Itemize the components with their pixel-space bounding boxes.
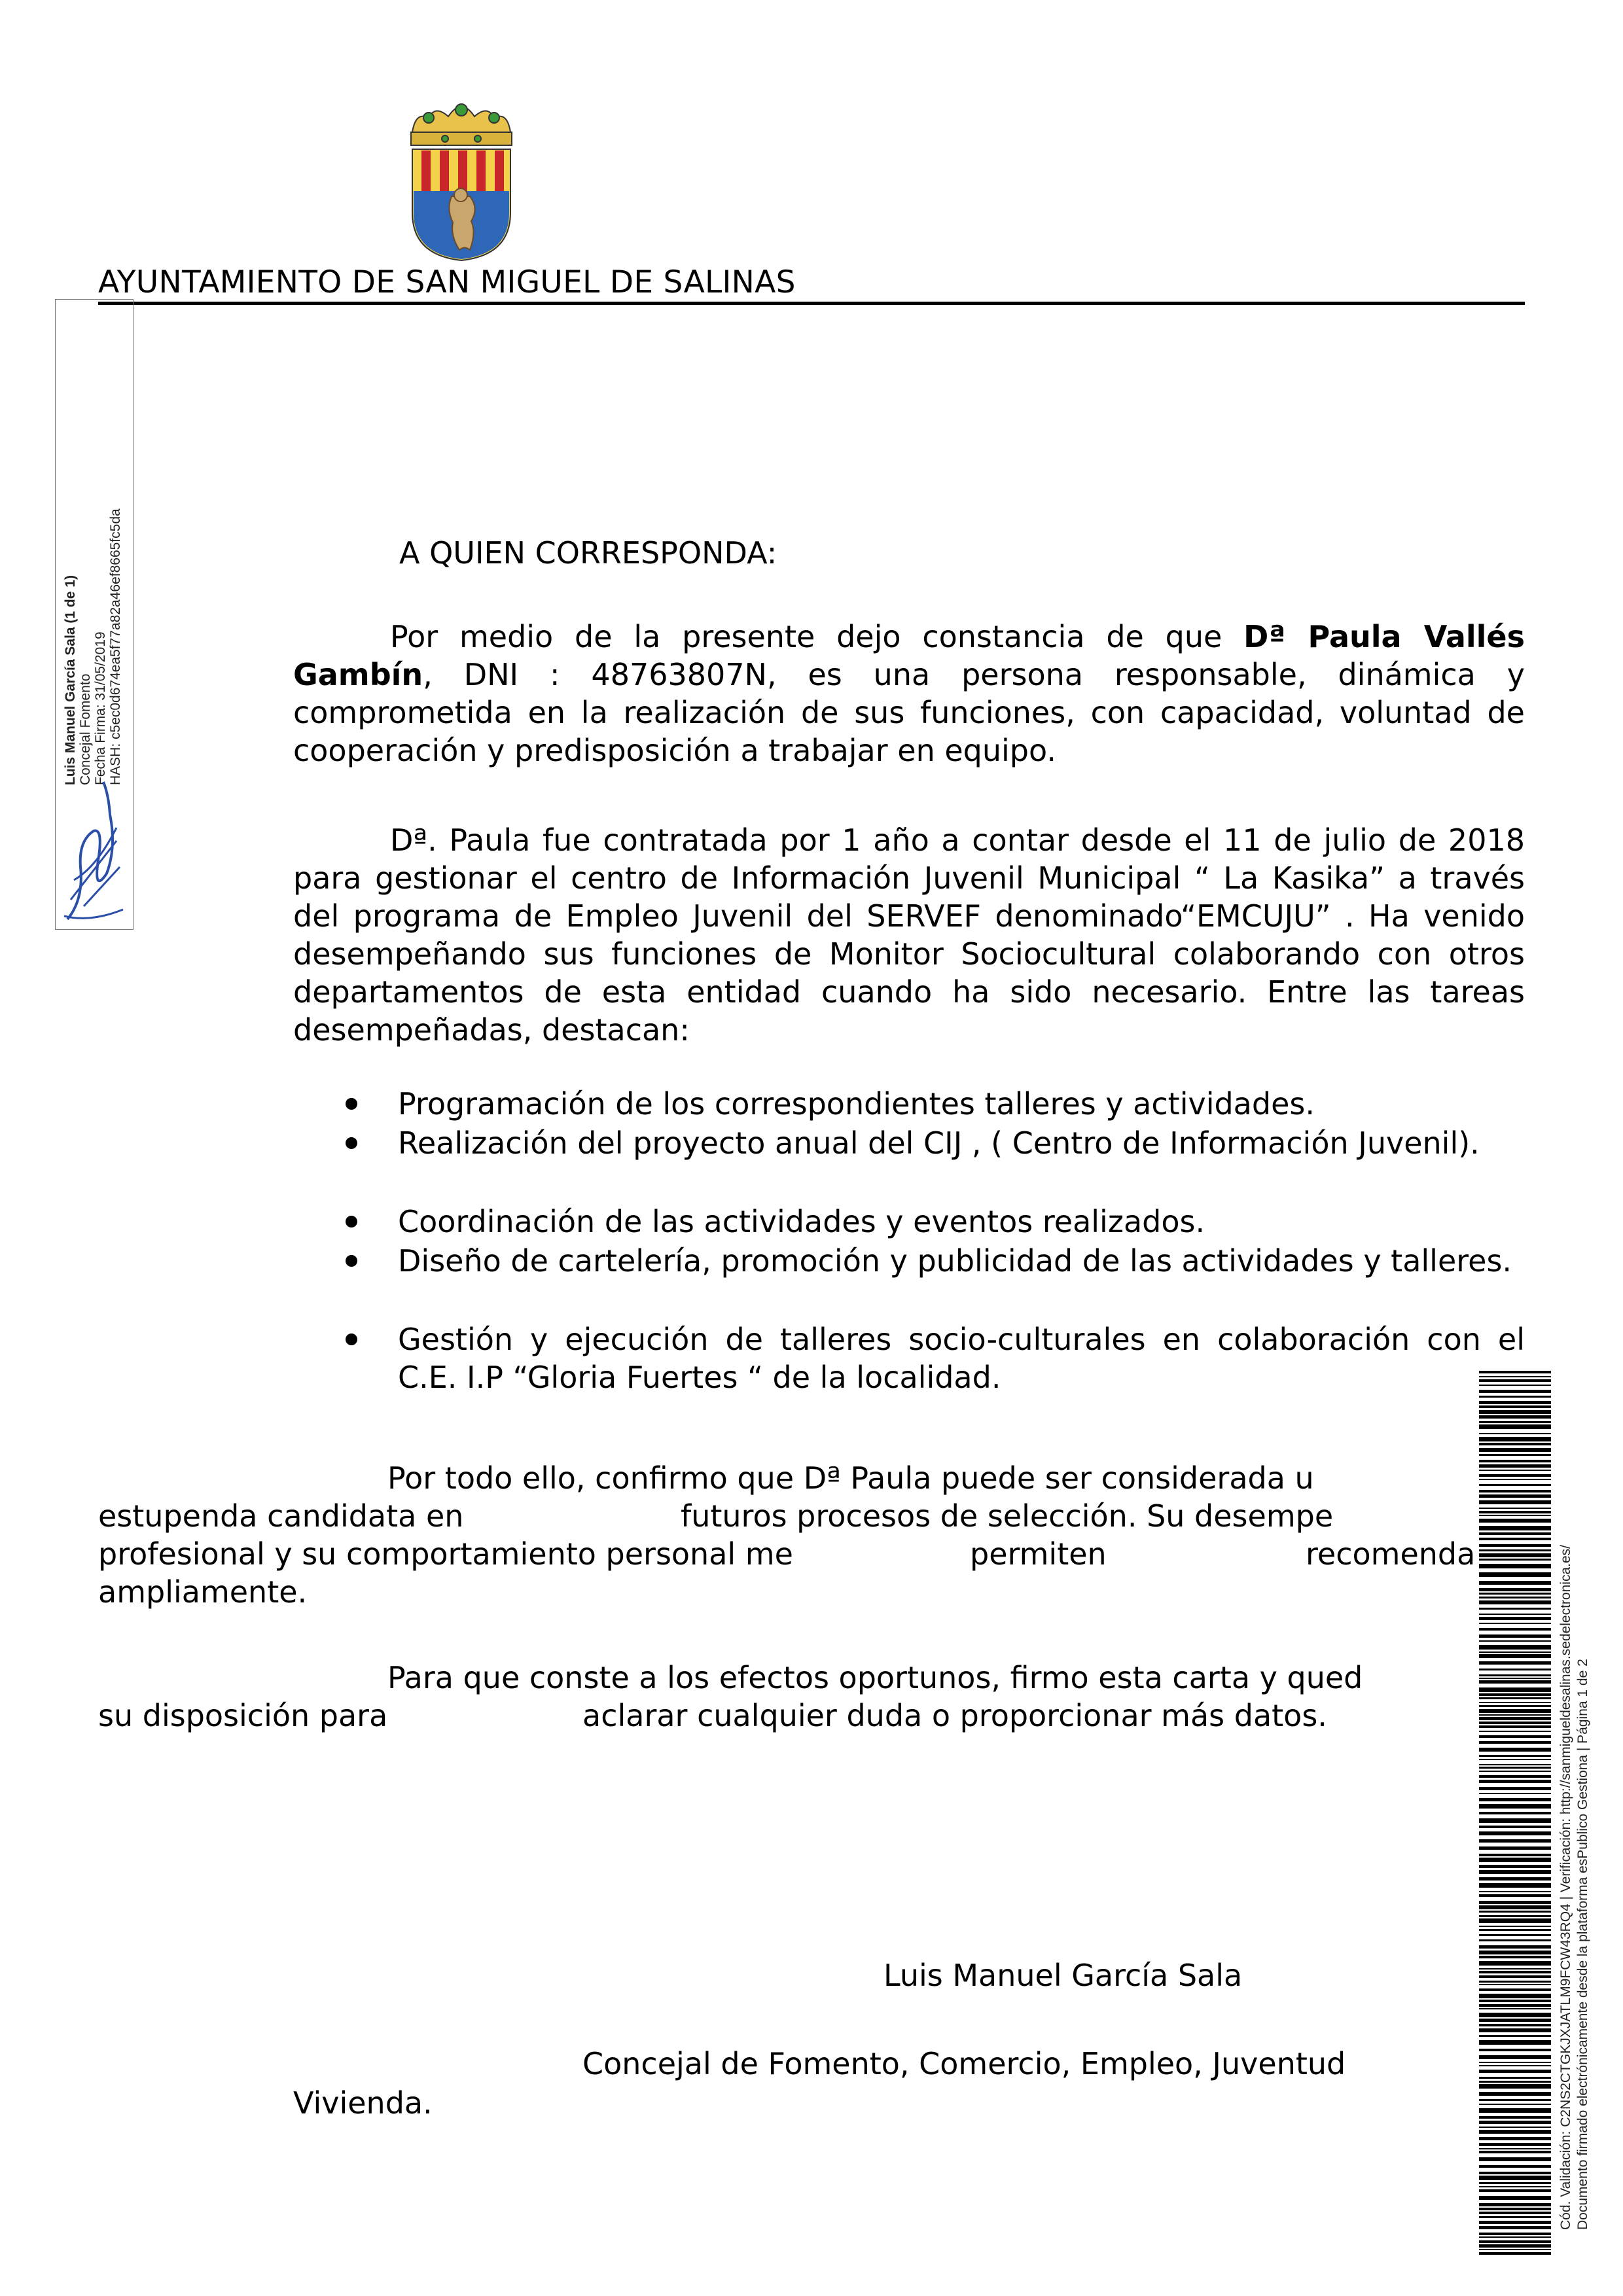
barcode-bar bbox=[1479, 2108, 1551, 2113]
barcode-bar bbox=[1479, 2236, 1551, 2238]
bullet-icon bbox=[346, 1098, 357, 1110]
list-item-text: Programación de los correspondientes talleres y actividades. bbox=[398, 1086, 1315, 1122]
barcode-bar bbox=[1479, 1401, 1551, 1404]
barcode-bar bbox=[1479, 1669, 1551, 1670]
barcode-bar bbox=[1479, 2004, 1551, 2007]
barcode-bar bbox=[1479, 2049, 1551, 2051]
barcode-bar bbox=[1479, 2249, 1551, 2250]
p3-line-3b: permiten bbox=[970, 1536, 1107, 1572]
barcode-bar bbox=[1479, 1894, 1551, 1897]
barcode-bar bbox=[1479, 1804, 1551, 1809]
barcode-bar bbox=[1479, 2130, 1551, 2134]
barcode-bar bbox=[1479, 1981, 1551, 1983]
letter-paragraph-1 bbox=[293, 618, 1525, 769]
barcode-bar bbox=[1479, 2252, 1551, 2255]
barcode-bar bbox=[1479, 1929, 1551, 1931]
barcode-bar bbox=[1479, 1755, 1551, 1757]
barcode-bar bbox=[1479, 1939, 1551, 1941]
barcode-bar bbox=[1479, 1891, 1551, 1892]
barcode-bar bbox=[1479, 1484, 1551, 1486]
barcode-bar bbox=[1479, 1410, 1551, 1414]
barcode-bar bbox=[1479, 1379, 1551, 1382]
barcode-bar bbox=[1479, 2028, 1551, 2032]
barcode-bar bbox=[1479, 1735, 1551, 1738]
barcode-bar bbox=[1479, 2081, 1551, 2083]
barcode-bar bbox=[1479, 1905, 1551, 1909]
barcode-bar bbox=[1479, 1549, 1551, 1551]
barcode-bar bbox=[1479, 1680, 1551, 1684]
signature-stamp-role: Concejal Fomento bbox=[78, 673, 93, 785]
barcode-bar bbox=[1479, 2221, 1551, 2224]
barcode-bar bbox=[1479, 1371, 1551, 1373]
barcode-bar bbox=[1479, 1460, 1551, 1462]
barcode-bar bbox=[1479, 2203, 1551, 2206]
barcode-bar bbox=[1479, 1775, 1551, 1778]
barcode-bar bbox=[1479, 1780, 1551, 1783]
signer-role-line-1: Concejal de Fomento, Comercio, Empleo, Juventud bbox=[582, 2046, 1346, 2081]
barcode-bar bbox=[1479, 1771, 1551, 1772]
barcode-bar bbox=[1479, 1508, 1551, 1509]
barcode-bar bbox=[1479, 2182, 1551, 2184]
coat-of-arms-logo bbox=[399, 98, 524, 262]
barcode-bar bbox=[1479, 1437, 1551, 1441]
barcode-bar bbox=[1479, 1988, 1551, 1991]
barcode-bar bbox=[1479, 1617, 1551, 1620]
barcode-bar bbox=[1479, 2244, 1551, 2248]
barcode-bar bbox=[1479, 1593, 1551, 1595]
barcode-bar bbox=[1479, 2196, 1551, 2200]
barcode-bar bbox=[1479, 1934, 1551, 1936]
barcode-bar bbox=[1479, 2008, 1551, 2009]
barcode-bar bbox=[1479, 2084, 1551, 2089]
barcode-bar bbox=[1479, 1956, 1551, 1958]
signer-role-line-2: Vivienda. bbox=[293, 2085, 433, 2121]
barcode-bar bbox=[1479, 1608, 1551, 1610]
barcode-bar bbox=[1479, 1526, 1551, 1530]
barcode-bar bbox=[1479, 1918, 1551, 1923]
barcode-bar bbox=[1479, 1945, 1551, 1949]
barcode-bar bbox=[1479, 1581, 1551, 1585]
barcode-bar bbox=[1479, 1553, 1551, 1557]
p3-line-1: Por todo ello, confirmo que Dª Paula puede ser considerada u bbox=[387, 1460, 1314, 1496]
barcode-bar bbox=[1479, 1748, 1551, 1752]
barcode-bar bbox=[1479, 2013, 1551, 2017]
p3-line-2a: estupenda candidata en bbox=[98, 1498, 464, 1534]
letter-paragraph-2 bbox=[293, 821, 1525, 1049]
barcode-bar bbox=[1479, 1984, 1551, 1985]
verification-platform-line: Documento firmado electrónicamente desde la plataforma esPublico Gestiona | Página 1 de 2 bbox=[1575, 1659, 1590, 2230]
bullet-icon bbox=[346, 1216, 357, 1227]
barcode-bar bbox=[1479, 1818, 1551, 1823]
barcode-bar bbox=[1479, 1405, 1551, 1408]
header-title: AYUNTAMIENTO DE SAN MIGUEL DE SALINAS bbox=[98, 264, 796, 300]
signature-stamp-hash: HASH: c5ec0d674ea5f77a82a46ef8665fc5da bbox=[108, 508, 123, 785]
barcode-bar bbox=[1479, 1515, 1551, 1516]
barcode-bar bbox=[1479, 1674, 1551, 1676]
p1-intro: Por medio de la presente dejo constancia de que bbox=[390, 619, 1222, 654]
barcode-bar bbox=[1479, 1474, 1551, 1477]
barcode-bar bbox=[1479, 2186, 1551, 2187]
barcode-bar bbox=[1479, 2024, 1551, 2026]
barcode-bar bbox=[1479, 1614, 1551, 1615]
barcode-bar bbox=[1479, 2233, 1551, 2235]
barcode-bar bbox=[1479, 1687, 1551, 1692]
barcode-bar bbox=[1479, 1826, 1551, 1828]
barcode-bar bbox=[1479, 1870, 1551, 1874]
barcode-bar bbox=[1479, 2035, 1551, 2037]
barcode-bar bbox=[1479, 1390, 1551, 1393]
bullet-icon bbox=[346, 1333, 357, 1345]
barcode-bar bbox=[1479, 1725, 1551, 1728]
barcode-bar bbox=[1479, 1470, 1551, 1471]
barcode-bar bbox=[1479, 1854, 1551, 1856]
barcode-bar bbox=[1479, 1709, 1551, 1713]
p3-line-2b: futuros procesos de selección. Su desempe bbox=[681, 1498, 1334, 1534]
barcode-bar bbox=[1479, 1926, 1551, 1927]
verification-code-line: Cód. Validación: C2NS2CTGKJXJATLM9FCW43RQ4 | Verificación: http://sanmigueldesalinas.sedelectronica.es/ bbox=[1558, 1545, 1573, 2230]
barcode-bar bbox=[1479, 1640, 1551, 1642]
barcode-bar bbox=[1479, 1971, 1551, 1973]
signer-name: Luis Manuel García Sala bbox=[883, 1958, 1243, 1993]
barcode-bar bbox=[1479, 1376, 1551, 1377]
barcode-bar bbox=[1479, 2176, 1551, 2180]
barcode-bar bbox=[1479, 1831, 1551, 1835]
barcode-bar bbox=[1479, 1651, 1551, 1653]
bullet-icon bbox=[346, 1137, 357, 1149]
barcode-bar bbox=[1479, 2148, 1551, 2149]
barcode-bar bbox=[1479, 1538, 1551, 1540]
barcode-bar bbox=[1479, 2062, 1551, 2063]
barcode-bar bbox=[1479, 2143, 1551, 2146]
barcode-bar bbox=[1479, 2137, 1551, 2140]
p4-line-2a: su disposición para bbox=[98, 1698, 388, 1733]
barcode-bar bbox=[1479, 1846, 1551, 1850]
barcode-bar bbox=[1479, 1490, 1551, 1492]
barcode-bar bbox=[1479, 1722, 1551, 1724]
barcode-bar bbox=[1479, 1500, 1551, 1504]
barcode-bar bbox=[1479, 1717, 1551, 1720]
barcode-bar bbox=[1479, 2116, 1551, 2119]
barcode-bar bbox=[1479, 2092, 1551, 2096]
barcode-bar bbox=[1479, 1433, 1551, 1434]
barcode-bar bbox=[1479, 1628, 1551, 1631]
barcode-bar bbox=[1479, 1396, 1551, 1398]
barcode-bar bbox=[1479, 1511, 1551, 1513]
barcode-bar bbox=[1479, 1759, 1551, 1760]
list-item-text: Realización del proyecto anual del CIJ , ( Centro de Información Juvenil). bbox=[398, 1125, 1480, 1161]
barcode-bar bbox=[1479, 2121, 1551, 2124]
barcode-bar bbox=[1479, 1767, 1551, 1769]
barcode-bar bbox=[1479, 2099, 1551, 2101]
barcode-bar bbox=[1479, 1702, 1551, 1703]
barcode-bar bbox=[1479, 2077, 1551, 2079]
barcode-bar bbox=[1479, 1544, 1551, 1547]
barcode-bar bbox=[1479, 1951, 1551, 1954]
barcode-bar bbox=[1479, 1661, 1551, 1665]
barcode-bar bbox=[1479, 1421, 1551, 1423]
barcode-bar bbox=[1479, 1793, 1551, 1794]
barcode-bar bbox=[1479, 1714, 1551, 1716]
barcode-bar bbox=[1479, 1901, 1551, 1904]
barcode-bar bbox=[1479, 1564, 1551, 1568]
barcode-bar bbox=[1479, 2040, 1551, 2045]
barcode-bar bbox=[1479, 2212, 1551, 2214]
header-divider bbox=[98, 302, 1525, 305]
p3-line-4: ampliamente. bbox=[98, 1574, 308, 1610]
barcode-bar bbox=[1479, 2165, 1551, 2168]
handwritten-signature bbox=[58, 769, 130, 926]
barcode-bar bbox=[1479, 1812, 1551, 1814]
list-item-text: Diseño de cartelería, promoción y publicidad de las actividades y talleres. bbox=[398, 1243, 1512, 1279]
barcode-bar bbox=[1479, 2104, 1551, 2105]
verification-barcode bbox=[1479, 1371, 1551, 2261]
p4-line-1: Para que conste a los efectos oportunos, firmo esta carta y qued bbox=[387, 1660, 1363, 1695]
p2-body: Dª. Paula fue contratada por 1 año a contar desde el 11 de julio de 2018 para gestionar el centro de Información Juvenil Municipal “ La Kasika” a través del programa de Empleo Juvenil del SERVEF denominado“EMCUJU” . Ha venido desempeñando sus funciones de Monitor Sociocultural colaborando con otros departamentos de esta entidad cuando ha sido necesario. Entre las tareas desempeñadas, destacan: bbox=[293, 822, 1525, 1048]
barcode-bar bbox=[1479, 1479, 1551, 1480]
bullet-icon bbox=[346, 1255, 357, 1267]
barcode-bar bbox=[1479, 2226, 1551, 2229]
barcode-bar bbox=[1479, 1415, 1551, 1419]
barcode-bar bbox=[1479, 2172, 1551, 2174]
barcode-bar bbox=[1479, 1424, 1551, 1429]
barcode-bar bbox=[1479, 1883, 1551, 1888]
barcode-bar bbox=[1479, 1911, 1551, 1913]
p4-line-2b: aclarar cualquier duda o proporcionar más datos. bbox=[582, 1698, 1327, 1733]
barcode-bar bbox=[1479, 2240, 1551, 2243]
barcode-bar bbox=[1479, 1597, 1551, 1598]
barcode-bar bbox=[1479, 1519, 1551, 1523]
verification-info bbox=[1558, 1545, 1592, 2230]
list-item-text: Gestión y ejecución de talleres socio-culturales en colaboración con el C.E. I.P “Gloria Fuertes “ de la localidad. bbox=[398, 1322, 1525, 1395]
barcode-bar bbox=[1479, 1385, 1551, 1386]
barcode-bar bbox=[1479, 1464, 1551, 1468]
barcode-bar bbox=[1479, 2189, 1551, 2192]
barcode-bar bbox=[1479, 1623, 1551, 1624]
barcode-bar bbox=[1479, 1877, 1551, 1881]
p1-body: , DNI : 48763807N, es una persona responsable, dinámica y comprometida en la realización de sus funciones, con capacidad, voluntad de cooperación y predisposición a trabajar en equipo. bbox=[293, 657, 1525, 768]
barcode-bar bbox=[1479, 1532, 1551, 1535]
barcode-bar bbox=[1479, 2157, 1551, 2161]
barcode-bar bbox=[1479, 1975, 1551, 1978]
barcode-bar bbox=[1479, 2151, 1551, 2153]
barcode-bar bbox=[1479, 1839, 1551, 1843]
barcode-bar bbox=[1479, 1968, 1551, 1969]
barcode-bar bbox=[1479, 2070, 1551, 2073]
barcode-bar bbox=[1479, 1705, 1551, 1707]
p1-person-name: Dª Paula Vallés Gambín bbox=[293, 619, 1525, 692]
signature-stamp-signer: Luis Manuel García Sala (1 de 1) bbox=[63, 575, 78, 785]
barcode-bar bbox=[1479, 1693, 1551, 1696]
barcode-bar bbox=[1479, 1443, 1551, 1445]
signature-stamp-text bbox=[63, 508, 123, 785]
barcode-bar bbox=[1479, 1634, 1551, 1638]
barcode-bar bbox=[1479, 2000, 1551, 2002]
signature-stamp-date: Fecha Firma: 31/05/2019 bbox=[93, 631, 108, 785]
barcode-bar bbox=[1479, 1858, 1551, 1862]
barcode-bar bbox=[1479, 1741, 1551, 1744]
barcode-bar bbox=[1479, 1731, 1551, 1732]
p3-line-3a: profesional y su comportamiento personal me bbox=[98, 1536, 793, 1572]
letter-greeting: A QUIEN CORRESPONDA: bbox=[399, 535, 777, 571]
barcode-bar bbox=[1479, 1798, 1551, 1801]
barcode-bar bbox=[1479, 1454, 1551, 1456]
barcode-bar bbox=[1479, 1787, 1551, 1790]
barcode-bar bbox=[1479, 2216, 1551, 2218]
barcode-bar bbox=[1479, 2055, 1551, 2059]
barcode-bar bbox=[1479, 1865, 1551, 1868]
barcode-bar bbox=[1479, 1600, 1551, 1604]
barcode-bar bbox=[1479, 1764, 1551, 1765]
barcode-bar bbox=[1479, 1961, 1551, 1966]
barcode-bar bbox=[1479, 1645, 1551, 1650]
barcode-bar bbox=[1479, 1915, 1551, 1917]
barcode-bar bbox=[1479, 1654, 1551, 1658]
barcode-bar bbox=[1479, 1494, 1551, 1498]
barcode-bar bbox=[1479, 2019, 1551, 2022]
list-item-text: Coordinación de las actividades y eventos realizados. bbox=[398, 1204, 1205, 1239]
barcode-bar bbox=[1479, 2065, 1551, 2066]
barcode-bar bbox=[1479, 1559, 1551, 1561]
barcode-bar bbox=[1479, 2208, 1551, 2210]
p3-line-3c: recomenda bbox=[1306, 1536, 1476, 1572]
barcode-bar bbox=[1479, 1994, 1551, 1998]
barcode-bar bbox=[1479, 1678, 1551, 1679]
barcode-bar bbox=[1479, 1588, 1551, 1591]
barcode-bar bbox=[1479, 1697, 1551, 1699]
barcode-bar bbox=[1479, 1448, 1551, 1452]
barcode-bar bbox=[1479, 2127, 1551, 2128]
barcode-bar bbox=[1479, 1572, 1551, 1577]
